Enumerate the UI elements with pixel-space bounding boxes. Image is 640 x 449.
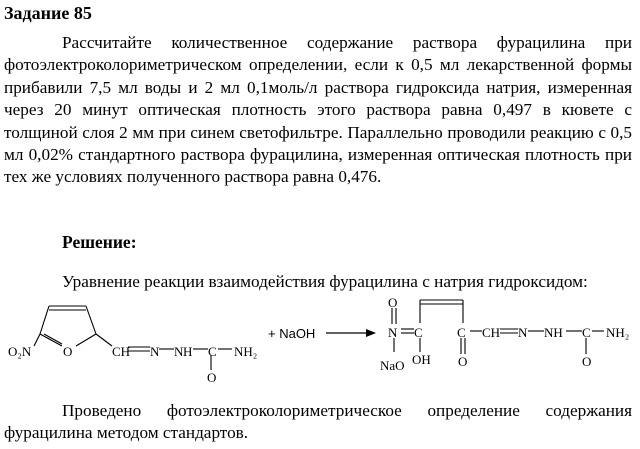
product-c3-label: C bbox=[582, 325, 591, 340]
carbonyl-o-label: O bbox=[207, 370, 217, 385]
product-c2-label: C bbox=[457, 325, 466, 340]
task-title: Задание 85 bbox=[4, 3, 92, 23]
n1-label: N bbox=[150, 344, 160, 359]
n2-label: N bbox=[174, 344, 184, 359]
nh-h-label: H bbox=[183, 344, 193, 359]
product-nh-label: NH bbox=[544, 325, 563, 340]
reaction-scheme bbox=[0, 294, 640, 394]
reagent-label: + NaOH bbox=[268, 326, 316, 341]
nh2-end-label: NH₂ bbox=[234, 344, 258, 359]
product-nh2-end-label: NH₂ bbox=[606, 325, 630, 340]
product-n-label: N bbox=[388, 325, 398, 340]
product-oh-label: OH bbox=[412, 352, 431, 367]
product-top-o-label: O bbox=[388, 295, 398, 310]
product-c3-o-label: O bbox=[582, 354, 592, 369]
carbonyl-c-label: C bbox=[208, 344, 217, 359]
furacilin-structure bbox=[8, 306, 257, 385]
solution-heading: Решение: bbox=[62, 232, 137, 252]
product-n1-label: N bbox=[518, 325, 528, 340]
product-c2-o-label: O bbox=[458, 354, 468, 369]
product-c1-label: C bbox=[414, 325, 423, 340]
furan-ring bbox=[34, 306, 232, 370]
task-statement: Рассчитайте количественное содержание раствора фурацилина при фотоэлектроколориметрическом определении, если к 0,5 мл лекарственной формы прибавили 7,5 мл воды и 2 мл 0,1моль/л раствора гидроксида натрия, измеренная через 20 минут оптическая плотность этого раствора равна 0,497 в кювете с толщиной слоя 2 мм при синем светофильтре. Параллельно проводили реакцию с 0,5 мл 0,02% стандартного раствора фурацилина, измеренная оптическая плотность при тех же условиях полученного раствора равна 0,476. bbox=[4, 33, 632, 187]
product-nao-label: NaO bbox=[380, 358, 405, 373]
ring-oxygen-label: O bbox=[63, 344, 73, 359]
product-ch-label: CH bbox=[482, 325, 501, 340]
reaction-caption: Уравнение реакции взаимодействия фурацилина с натрия гидроксидом: bbox=[62, 272, 588, 291]
ch-label: CH bbox=[112, 344, 131, 359]
reaction-arrow-icon bbox=[326, 329, 376, 337]
conclusion-text: Проведено фотоэлектроколориметрическое определение содержания фурацилина методом стандартов. bbox=[4, 401, 632, 443]
product-structure bbox=[380, 295, 629, 373]
nitro-group-label: O₂N bbox=[8, 344, 32, 359]
